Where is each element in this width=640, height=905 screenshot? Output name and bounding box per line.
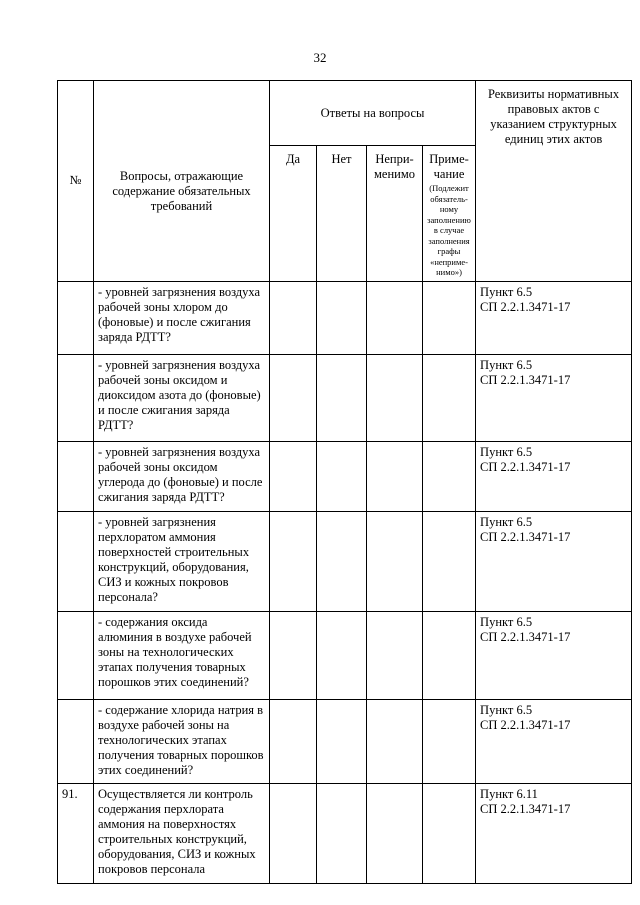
answer-yes-cell[interactable] bbox=[270, 783, 317, 883]
row-num bbox=[58, 281, 94, 354]
answer-no-cell[interactable] bbox=[317, 354, 367, 441]
row-num bbox=[58, 441, 94, 511]
page-number: 32 bbox=[313, 50, 327, 65]
answer-note-cell[interactable] bbox=[423, 699, 476, 783]
row-question: - уровней загрязнения перхлоратом аммония поверхностей строительных конструкций, оборудования, СИЗ и кожных покровов персонала? bbox=[94, 511, 270, 611]
header-yes: Да bbox=[270, 146, 317, 282]
header-note bbox=[423, 146, 476, 282]
answer-not-applicable-cell[interactable] bbox=[367, 511, 423, 611]
row-reference bbox=[476, 281, 632, 354]
row-question: - уровней загрязнения воздуха рабочей зоны оксидом углерода до (фоновые) и после сжигания заряда РДТТ? bbox=[94, 441, 270, 511]
answer-not-applicable-cell[interactable] bbox=[367, 611, 423, 699]
row-num bbox=[58, 511, 94, 611]
header-answers: Ответы на вопросы bbox=[270, 81, 476, 146]
answer-note-cell[interactable] bbox=[423, 281, 476, 354]
answer-yes-cell[interactable] bbox=[270, 699, 317, 783]
checklist-table bbox=[57, 80, 632, 884]
answer-not-applicable-cell[interactable] bbox=[367, 281, 423, 354]
header-question: Вопросы, отражающие содержание обязательных требований bbox=[94, 81, 270, 282]
reference-act: СП 2.2.1.3471-17 bbox=[480, 529, 571, 544]
header-not-applicable: Непри-менимо bbox=[367, 146, 423, 282]
answer-yes-cell[interactable] bbox=[270, 611, 317, 699]
table-row bbox=[58, 783, 632, 883]
answer-note-cell[interactable] bbox=[423, 511, 476, 611]
answer-not-applicable-cell[interactable] bbox=[367, 783, 423, 883]
answer-note-cell[interactable] bbox=[423, 441, 476, 511]
answer-yes-cell[interactable] bbox=[270, 511, 317, 611]
reference-act: СП 2.2.1.3471-17 bbox=[480, 459, 571, 474]
answer-not-applicable-cell[interactable] bbox=[367, 441, 423, 511]
header-note-hint: (Подлежит обязатель-ному заполнению в случае заполнения графы «неприме-нимо») bbox=[427, 183, 471, 277]
row-num bbox=[58, 354, 94, 441]
reference-point: Пункт 6.11 bbox=[480, 786, 538, 801]
row-question: - уровней загрязнения воздуха рабочей зоны хлором до (фоновые) и после сжигания заряда РДТТ? bbox=[94, 281, 270, 354]
row-question: - содержания оксида алюминия в воздухе рабочей зоны на технологических этапах получения товарных порошков этих соединений? bbox=[94, 611, 270, 699]
reference-act: СП 2.2.1.3471-17 bbox=[480, 372, 571, 387]
header-row bbox=[58, 81, 632, 146]
answer-note-cell[interactable] bbox=[423, 354, 476, 441]
row-question: Осуществляется ли контроль содержания перхлората аммония на поверхностях строительных конструкций, оборудования, СИЗ и кожных покровов персонала bbox=[94, 783, 270, 883]
row-num bbox=[58, 611, 94, 699]
answer-yes-cell[interactable] bbox=[270, 281, 317, 354]
reference-point: Пункт 6.5 bbox=[480, 357, 533, 372]
header-num: № bbox=[58, 81, 94, 282]
table-row bbox=[58, 441, 632, 511]
answer-yes-cell[interactable] bbox=[270, 441, 317, 511]
reference-act: СП 2.2.1.3471-17 bbox=[480, 629, 571, 644]
answer-no-cell[interactable] bbox=[317, 783, 367, 883]
reference-act: СП 2.2.1.3471-17 bbox=[480, 801, 571, 816]
reference-point: Пункт 6.5 bbox=[480, 514, 533, 529]
table-row bbox=[58, 611, 632, 699]
answer-no-cell[interactable] bbox=[317, 281, 367, 354]
header-note-title: Приме-чание bbox=[429, 152, 469, 181]
answer-note-cell[interactable] bbox=[423, 611, 476, 699]
reference-point: Пункт 6.5 bbox=[480, 444, 533, 459]
reference-act: СП 2.2.1.3471-17 bbox=[480, 717, 571, 732]
table-row bbox=[58, 281, 632, 354]
answer-no-cell[interactable] bbox=[317, 699, 367, 783]
answer-not-applicable-cell[interactable] bbox=[367, 354, 423, 441]
row-num: 91. bbox=[58, 783, 94, 883]
header-no: Нет bbox=[317, 146, 367, 282]
answer-not-applicable-cell[interactable] bbox=[367, 699, 423, 783]
row-reference bbox=[476, 511, 632, 611]
row-question: - уровней загрязнения воздуха рабочей зоны оксидом и диоксидом азота до (фоновые) и после сжигания заряда РДТТ? bbox=[94, 354, 270, 441]
row-reference bbox=[476, 441, 632, 511]
row-reference bbox=[476, 354, 632, 441]
row-question: - содержание хлорида натрия в воздухе рабочей зоны на технологических этапах получения товарных порошков этих соединений? bbox=[94, 699, 270, 783]
answer-note-cell[interactable] bbox=[423, 783, 476, 883]
table-row bbox=[58, 354, 632, 441]
row-reference bbox=[476, 611, 632, 699]
answer-no-cell[interactable] bbox=[317, 511, 367, 611]
header-reference: Реквизиты нормативных правовых актов с указанием структурных единиц этих актов bbox=[476, 81, 632, 282]
answer-no-cell[interactable] bbox=[317, 441, 367, 511]
reference-point: Пункт 6.5 bbox=[480, 614, 533, 629]
row-reference bbox=[476, 783, 632, 883]
table-row bbox=[58, 511, 632, 611]
reference-point: Пункт 6.5 bbox=[480, 284, 533, 299]
answer-yes-cell[interactable] bbox=[270, 354, 317, 441]
row-reference bbox=[476, 699, 632, 783]
row-num bbox=[58, 699, 94, 783]
answer-no-cell[interactable] bbox=[317, 611, 367, 699]
reference-point: Пункт 6.5 bbox=[480, 702, 533, 717]
table-row bbox=[58, 699, 632, 783]
reference-act: СП 2.2.1.3471-17 bbox=[480, 299, 571, 314]
